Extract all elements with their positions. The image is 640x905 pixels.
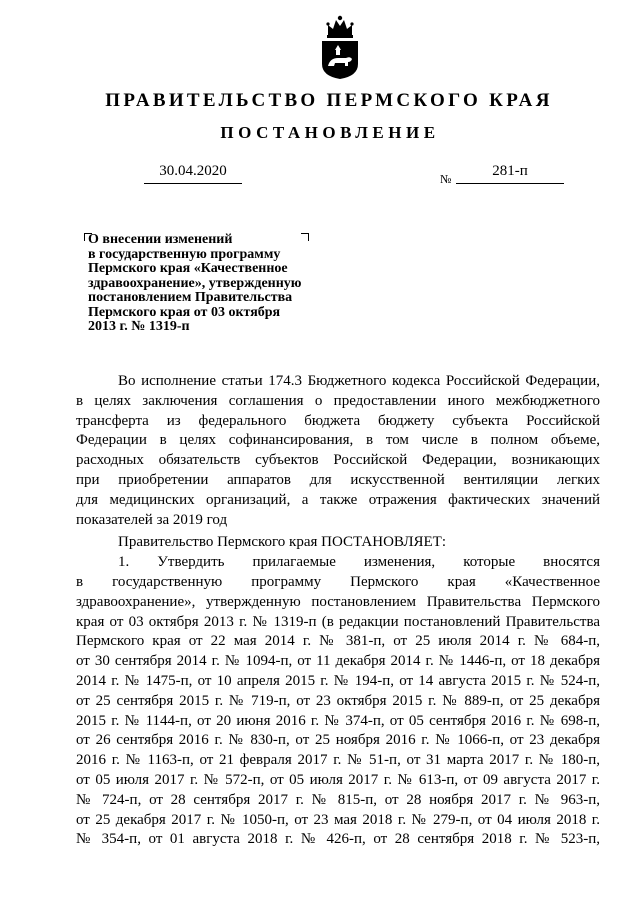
paragraph-item-1 xyxy=(76,553,600,850)
text-line: Федерации в целях софинансирования, в том числе в полном объеме, xyxy=(76,432,600,449)
number-sign: № xyxy=(440,172,452,186)
text-line: Во исполнение статьи 174.3 Бюджетного кодекса Российской Федерации, xyxy=(118,373,600,389)
text-line: для медицинских организаций, а также отражения фактических значений xyxy=(76,491,600,508)
text-line: № 724-п, от 28 сентября 2017 г. № 815-п, от 28 ноября 2017 г. № 963-п, xyxy=(76,791,600,808)
document-number: 281-п xyxy=(456,163,564,184)
text-line: № 354-п, от 01 августа 2018 г. № 426-п, от 28 сентября 2018 г. № 523-п, xyxy=(76,831,600,848)
text-line: 2015 г. № 1144-п, от 20 июня 2016 г. № 374-п, от 05 сентября 2016 г. № 698-п, xyxy=(76,712,600,729)
text-line: при приобретении аппаратов для искусственной вентиляции легких xyxy=(76,471,600,488)
text-line: 2016 г. № 1163-п, от 21 февраля 2017 г. № 51-п, от 31 марта 2017 г. № 180-п, xyxy=(76,752,600,769)
paragraph-resolution xyxy=(76,533,600,553)
paragraph-preamble xyxy=(76,372,600,530)
text-line: края от 03 октября 2013 г. № 1319-п (в редакции постановлений Правительства xyxy=(76,613,600,630)
text-line: от 25 декабря 2017 г. № 1050-п, от 23 мая 2018 г. № 279-п, от 04 июля 2018 г. xyxy=(76,811,600,828)
subject-line: здравоохранение», утвержденную xyxy=(88,275,302,291)
text-line: от 25 сентября 2015 г. № 719-п, от 23 октября 2015 г. № 889-п, от 25 декабря xyxy=(76,692,600,709)
text-line: Правительство Пермского края ПОСТАНОВЛЯЕТ: xyxy=(118,534,447,551)
text-line: расходных обязательств субъектов Российской Федерации, возникающих xyxy=(76,452,600,469)
document-date: 30.04.2020 xyxy=(144,163,242,184)
subject-line: О внесении изменений xyxy=(88,232,233,247)
text-line: 2014 г. № 1475-п, от 10 апреля 2015 г. № 194-п, от 14 августа 2015 г. № 524-п, xyxy=(76,672,600,689)
subject-line: в государственную программу xyxy=(88,246,281,262)
text-line: трансферта из федерального бюджета бюджету субъекта Российской xyxy=(76,412,600,429)
subject-line: 2013 г. № 1319-п xyxy=(88,319,190,334)
document-body xyxy=(76,372,600,850)
text-line: показателей за 2019 год xyxy=(76,511,228,528)
text-line: в государственную программу Пермского края «Качественное xyxy=(76,573,600,590)
text-line: от 05 июля 2017 г. № 572-п, от 05 июля 2017 г. № 613-п, от 09 августа 2017 г. xyxy=(76,771,600,788)
text-line: здравоохранение», утвержденную постановлением Правительства Пермского xyxy=(76,593,600,610)
document-type: ПОСТАНОВЛЕНИЕ xyxy=(220,123,440,142)
subject-line: Пермского края от 03 октября xyxy=(88,304,281,320)
text-line: от 30 сентября 2014 г. № 1094-п, от 11 декабря 2014 г. № 1446-п, от 18 декабря xyxy=(76,653,600,670)
text-line: Пермского края от 22 мая 2014 г. № 381-п, от 25 июля 2014 г. № 684-п, xyxy=(76,633,600,650)
document-subject xyxy=(88,233,316,335)
coat-of-arms-icon xyxy=(318,14,362,80)
text-line: 1. Утвердить прилагаемые изменения, которые вносятся xyxy=(118,554,600,571)
subject-line: постановлением Правительства xyxy=(88,290,293,305)
subject-line: Пермского края «Качественное xyxy=(88,261,288,276)
text-line: от 26 сентября 2016 г. № 830-п, от 25 ноября 2016 г. № 1066-п, от 23 декабря xyxy=(76,732,600,749)
text-line: в целях заключения соглашения о предоставлении иного межбюджетного xyxy=(76,392,600,409)
government-name: ПРАВИТЕЛЬСТВО ПЕРМСКОГО КРАЯ xyxy=(105,90,553,111)
